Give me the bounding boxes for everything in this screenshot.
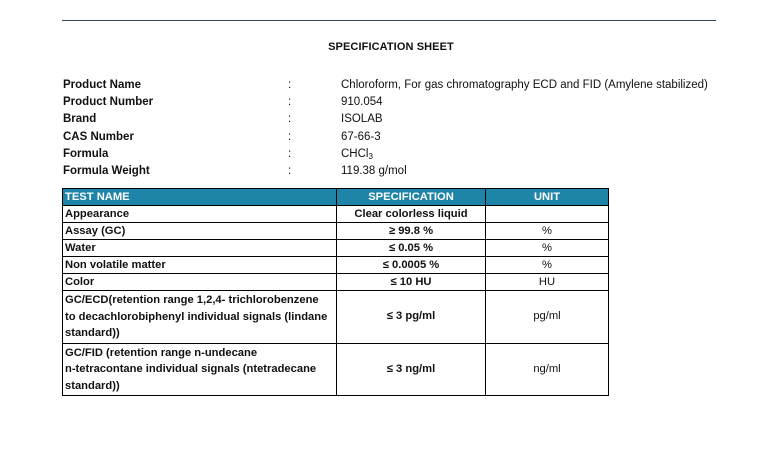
test-name-line: standard)) — [65, 379, 120, 392]
formula-subscript: 3 — [368, 151, 373, 161]
test-name-cell: Water — [63, 240, 337, 257]
formula-label: Formula — [63, 147, 109, 160]
unit-cell: % — [486, 257, 609, 274]
unit-cell — [486, 206, 609, 223]
specification-cell: ≤ 0.0005 % — [337, 257, 486, 274]
table-row — [63, 291, 609, 344]
cas-number-value: 67-66-3 — [341, 130, 381, 143]
unit-cell: ng/ml — [486, 343, 609, 396]
top-divider-line — [62, 20, 716, 21]
test-name-cell: Appearance — [63, 206, 337, 223]
unit-cell: % — [486, 240, 609, 257]
separator-colon: : — [288, 147, 292, 160]
test-name-line: n-tetracontane individual signals (ntetradecane — [65, 363, 317, 375]
header-specification: SPECIFICATION — [337, 189, 486, 206]
cas-number-label: CAS Number — [63, 130, 134, 143]
test-name-cell: Color — [63, 274, 337, 291]
product-number-label: Product Number — [63, 96, 154, 109]
unit-cell: HU — [486, 274, 609, 291]
separator-colon: : — [288, 96, 292, 109]
table-row — [63, 206, 609, 223]
formula-value — [341, 146, 373, 163]
specification-cell: Clear colorless liquid — [337, 206, 486, 223]
brand-label: Brand — [63, 113, 97, 126]
brand-value: ISOLAB — [341, 113, 383, 126]
specification-table — [62, 188, 609, 396]
table-row — [63, 257, 609, 274]
separator-colon: : — [288, 113, 292, 126]
test-name-line: GC/FID (retention range n-undecane — [65, 346, 258, 359]
header-test-name: TEST NAME — [63, 189, 337, 206]
test-name-line: GC/ECD(retention range 1,2,4- trichlorobenzene — [65, 294, 319, 306]
test-name-cell: Assay (GC) — [63, 223, 337, 240]
product-number-value: 910.054 — [341, 96, 383, 109]
test-name-cell: Non volatile matter — [63, 257, 337, 274]
separator-colon: : — [288, 164, 292, 177]
table-row — [63, 240, 609, 257]
specification-cell: ≤ 3 ng/ml — [337, 343, 486, 396]
formula-main: CHCl — [341, 147, 369, 160]
table-row — [63, 343, 609, 396]
page-title: SPECIFICATION SHEET — [328, 41, 454, 53]
test-name-cell — [63, 291, 337, 344]
test-name-line: standard)) — [65, 327, 120, 339]
specification-cell: ≤ 10 HU — [337, 274, 486, 291]
product-name-label: Product Name — [63, 79, 141, 91]
table-row — [63, 274, 609, 291]
specification-cell: ≤ 0.05 % — [337, 240, 486, 257]
specification-cell: ≤ 3 pg/ml — [337, 291, 486, 344]
formula-weight-value: 119.38 g/mol — [341, 164, 407, 177]
formula-weight-label: Formula Weight — [63, 164, 150, 177]
test-name-cell — [63, 343, 337, 396]
test-name-line: to decachlorobiphenyl individual signals (lindane — [65, 310, 328, 323]
table-header-row — [63, 189, 609, 206]
unit-cell: % — [486, 223, 609, 240]
separator-colon: : — [288, 130, 292, 143]
separator-colon: : — [288, 79, 292, 91]
unit-cell: pg/ml — [486, 291, 609, 344]
product-name-value: Chloroform, For gas chromatography ECD and FID (Amylene stabilized) — [341, 79, 708, 91]
table-row — [63, 223, 609, 240]
specification-cell: ≥ 99.8 % — [337, 223, 486, 240]
header-unit: UNIT — [486, 189, 609, 206]
